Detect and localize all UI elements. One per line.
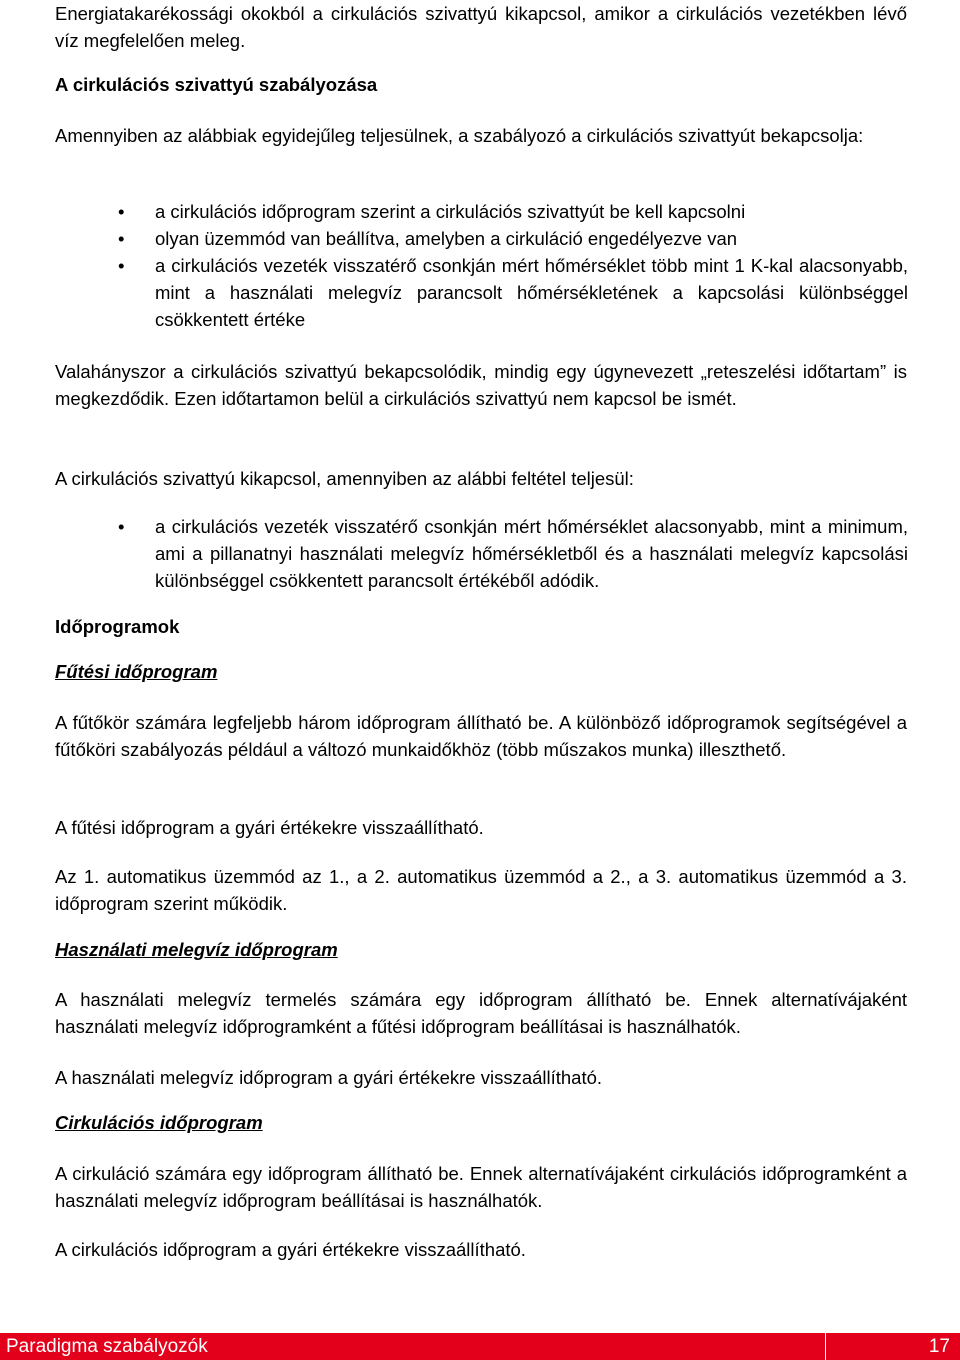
dhw-program-heading: Használati melegvíz időprogram xyxy=(55,939,338,960)
pump-on-conditions xyxy=(118,198,908,333)
dhw-program-p2: A használati melegvíz időprogram a gyári értékekre visszaállítható. xyxy=(55,1067,603,1088)
pump-off-conditions xyxy=(118,513,908,594)
footer-divider xyxy=(825,1333,826,1360)
list-item: • olyan üzemmód van beállítva, amelyben a cirkuláció engedélyezve van xyxy=(118,225,908,252)
programs-heading: Időprogramok xyxy=(55,616,180,637)
bullet-icon: • xyxy=(118,516,125,537)
page-footer xyxy=(0,1333,960,1360)
list-item: • a cirkulációs időprogram szerint a cirkulációs szivattyút be kell kapcsolni xyxy=(118,198,908,225)
pump-on-intro: Amennyiben az alábbiak egyidejűleg teljesülnek, a szabályozó a cirkulációs szivattyút bekapcsolja: xyxy=(55,125,864,146)
circulation-program-p1: A cirkuláció számára egy időprogram állítható be. Ennek alternatívájaként cirkulációs időprogramként a használati melegvíz időprogram beállításai is használhatók. xyxy=(55,1163,907,1211)
bullet-icon: • xyxy=(118,228,125,249)
heating-program-heading: Fűtési időprogram xyxy=(55,661,218,682)
heating-program-p1: A fűtőkör számára legfeljebb három időprogram állítható be. A különböző időprogramok segítségével a fűtőköri szabályozás például a változó munkaidőkhöz (több műszakos munka) illeszthető. xyxy=(55,712,907,760)
list-item: • a cirkulációs vezeték visszatérő csonkján mért hőmérséklet több mint 1 K-kal alacsonyabb, mint a használati melegvíz parancsolt hőmérsékletének a kapcsolási különbséggel csökkentett értéke xyxy=(118,252,908,333)
heating-program-p3: Az 1. automatikus üzemmód az 1., a 2. automatikus üzemmód a 2., a 3. automatikus üzemmód a 3. időprogram szerint működik. xyxy=(55,866,907,914)
list-item: • a cirkulációs vezeték visszatérő csonkján mért hőmérséklet alacsonyabb, mint a minimum, ami a pillanatnyi használati melegvíz hőmérsékletből és a használati melegvíz kapcsolási különbséggel csökkentett parancsolt értékéből adódik. xyxy=(118,513,908,594)
pump-off-intro: A cirkulációs szivattyú kikapcsol, amennyiben az alábbi feltétel teljesül: xyxy=(55,468,634,489)
pump-control-heading: A cirkulációs szivattyú szabályozása xyxy=(55,74,378,95)
bullet-icon: • xyxy=(118,255,125,276)
heating-program-p2: A fűtési időprogram a gyári értékekre visszaállítható. xyxy=(55,817,484,838)
footer-title: Paradigma szabályozók xyxy=(6,1336,208,1357)
dhw-program-p1: A használati melegvíz termelés számára egy időprogram állítható be. Ennek alternatívájaként használati melegvíz időprogramként a fűtési időprogram beállításai is használhatók. xyxy=(55,989,907,1037)
bullet-icon: • xyxy=(118,201,125,222)
circulation-program-heading: Cirkulációs időprogram xyxy=(55,1112,263,1133)
page-number: 17 xyxy=(928,1336,950,1357)
circulation-program-p2: A cirkulációs időprogram a gyári értékekre visszaállítható. xyxy=(55,1239,526,1260)
intro-paragraph: Energiatakarékossági okokból a cirkulációs szivattyú kikapcsol, amikor a cirkulációs vezetékben lévő víz megfelelően meleg. xyxy=(55,3,907,51)
lock-time-paragraph: Valahányszor a cirkulációs szivattyú bekapcsolódik, mindig egy úgynevezett „reteszelési időtartam” is megkezdődik. Ezen időtartamon belül a cirkulációs szivattyú nem kapcsol be ismét. xyxy=(55,361,907,409)
